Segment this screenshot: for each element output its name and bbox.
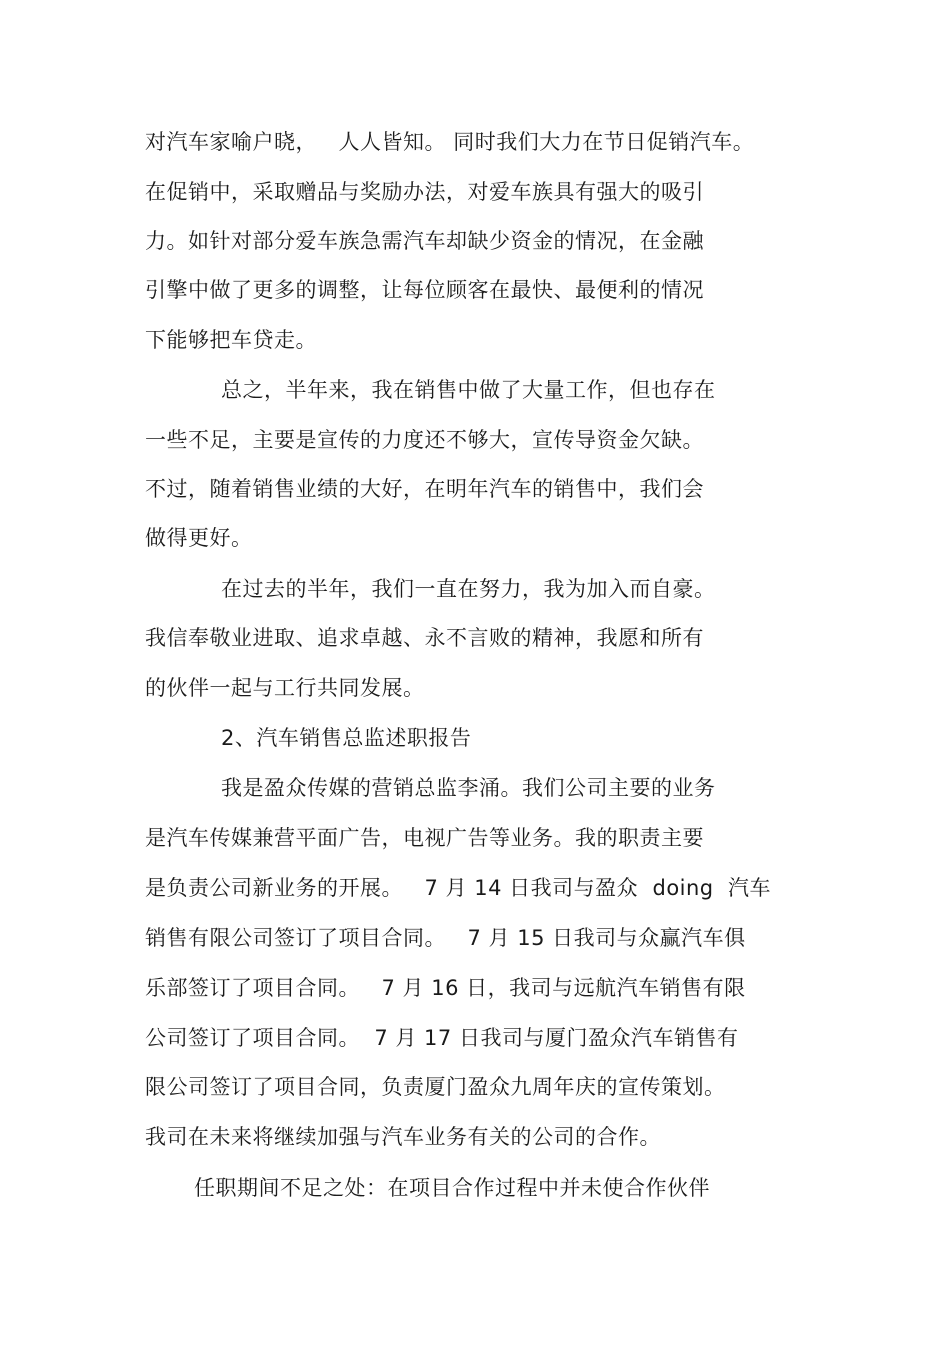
text-line: 我是盈众传媒的营销总监李涌。我们公司主要的业务 (221, 776, 716, 800)
text-line: 在过去的半年，我们一直在努力，我为加入而自豪。 (221, 577, 716, 601)
text-line: 力。如针对部分爱车族急需汽车却缺少资金的情况，在金融 (145, 229, 704, 253)
text-line: 我信奉敬业进取、追求卓越、永不言败的精神，我愿和所有 (145, 626, 704, 650)
text-line: 做得更好。 (145, 526, 253, 550)
text-line: 我司在未来将继续加强与汽车业务有关的公司的合作。 (145, 1125, 661, 1149)
text-line: 在促销中，采取赠品与奖励办法，对爱车族具有强大的吸引 (145, 180, 704, 204)
text-line: 一些不足，主要是宣传的力度还不够大，宣传导资金欠缺。 (145, 428, 704, 452)
text-line: 不过，随着销售业绩的大好，在明年汽车的销售中，我们会 (145, 477, 704, 501)
text-line: 引擎中做了更多的调整，让每位顾客在最快、最便利的情况 (145, 278, 704, 302)
text-line: 限公司签订了项目合同，负责厦门盈众九周年庆的宣传策划。 (145, 1075, 726, 1099)
text-line: 总之，半年来，我在销售中做了大量工作，但也存在 (221, 378, 716, 402)
text-line: 下能够把车贷走。 (145, 328, 317, 352)
text-line: 公司签订了项目合同。 7 月 17 日我司与厦门盈众汽车销售有 (145, 1026, 739, 1050)
text-line: 的伙伴一起与工行共同发展。 (145, 676, 425, 700)
text-line: 乐部签订了项目合同。 7 月 16 日，我司与远航汽车销售有限 (145, 976, 746, 1000)
section-heading: 2、汽车销售总监述职报告 (221, 726, 472, 750)
text-line: 是负责公司新业务的开展。 7 月 14 日我司与盈众 doing 汽车 (145, 876, 771, 900)
text-line: 对汽车家喻户晓， 人人皆知。 同时我们大力在节日促销汽车。 (145, 130, 755, 154)
text-line: 销售有限公司签订了项目合同。 7 月 15 日我司与众赢汽车俱 (145, 926, 746, 950)
text-line: 任职期间不足之处：在项目合作过程中并未使合作伙伴 (194, 1176, 710, 1200)
text-line: 是汽车传媒兼营平面广告，电视广告等业务。我的职责主要 (145, 826, 704, 850)
